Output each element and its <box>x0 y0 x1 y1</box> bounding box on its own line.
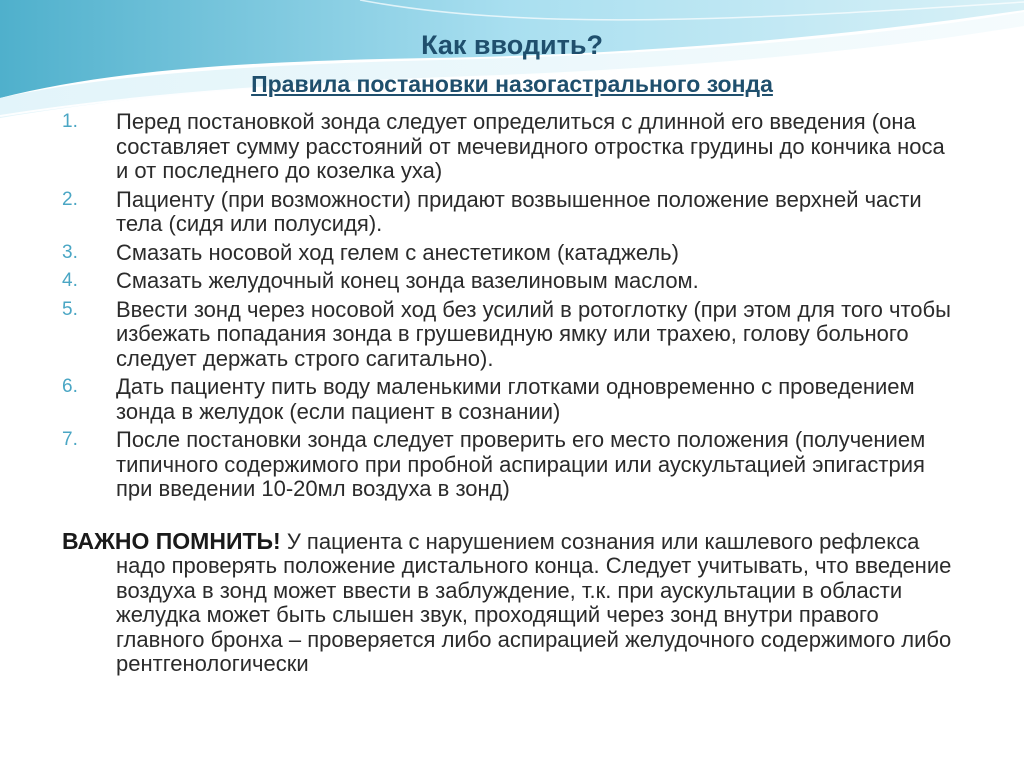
step-text: Смазать носовой ход гелем с анестетиком (катаджель) <box>116 239 679 265</box>
step-number: 2. <box>62 188 78 210</box>
step-item <box>62 269 962 294</box>
step-text: Ввести зонд через носовой ход без усилий в ротоглотку (при этом для того чтобы избежать попадания зонда в грушевидную ямку или трахею, голову больного следует держать строго сагитально). <box>116 296 951 371</box>
step-text: Смазать желудочный конец зонда вазелиновым маслом. <box>116 268 699 293</box>
step-number: 3. <box>62 241 78 263</box>
important-text: У пациента с нарушением сознания или кашлевого рефлекса надо проверять положение дистального конца. Следует учитывать, что введение воздуха в зонд может ввести в заблуждение, т.к. при аускультации в области желудка может быть слышен звук, проходящий через зонд внутри правого главного бронха – проверяется либо аспирацией желудочного содержимого либо рентгенологически <box>116 528 952 676</box>
step-text: Пациенту (при возможности) придают возвышенное положение верхней части тела (сидя или полусидя). <box>116 186 922 236</box>
step-item <box>62 375 962 424</box>
step-number: 7. <box>62 429 78 450</box>
steps-list <box>62 110 962 502</box>
step-item <box>62 188 962 237</box>
step-item <box>62 241 962 266</box>
important-note <box>62 529 962 677</box>
step-number: 6. <box>62 376 78 397</box>
step-number: 5. <box>62 298 78 320</box>
content <box>62 110 962 677</box>
page-subtitle: Правила постановки назогастрального зонда <box>251 71 773 97</box>
step-number: 1. <box>62 111 78 132</box>
page-title: Как вводить? <box>421 30 603 60</box>
step-text: После постановки зонда следует проверить его место положения (получением типичного содержимого при пробной аспирации или аускультацией эпигастрия при введении 10-20мл воздуха в зонд) <box>116 427 926 501</box>
step-number: 4. <box>62 270 78 291</box>
important-label: ВАЖНО ПОМНИТЬ! <box>62 527 281 554</box>
step-item <box>62 110 962 184</box>
step-item <box>62 428 962 502</box>
step-item <box>62 298 962 372</box>
step-text: Перед постановкой зонда следует определиться с длинной его введения (она составляет сумму расстояний от мечевидного отростка грудины до кончика носа и от последнего до козелка уха) <box>116 109 945 183</box>
step-text: Дать пациенту пить воду маленькими глотками одновременно с проведением зонда в желудок (если пациент в сознании) <box>116 374 915 424</box>
